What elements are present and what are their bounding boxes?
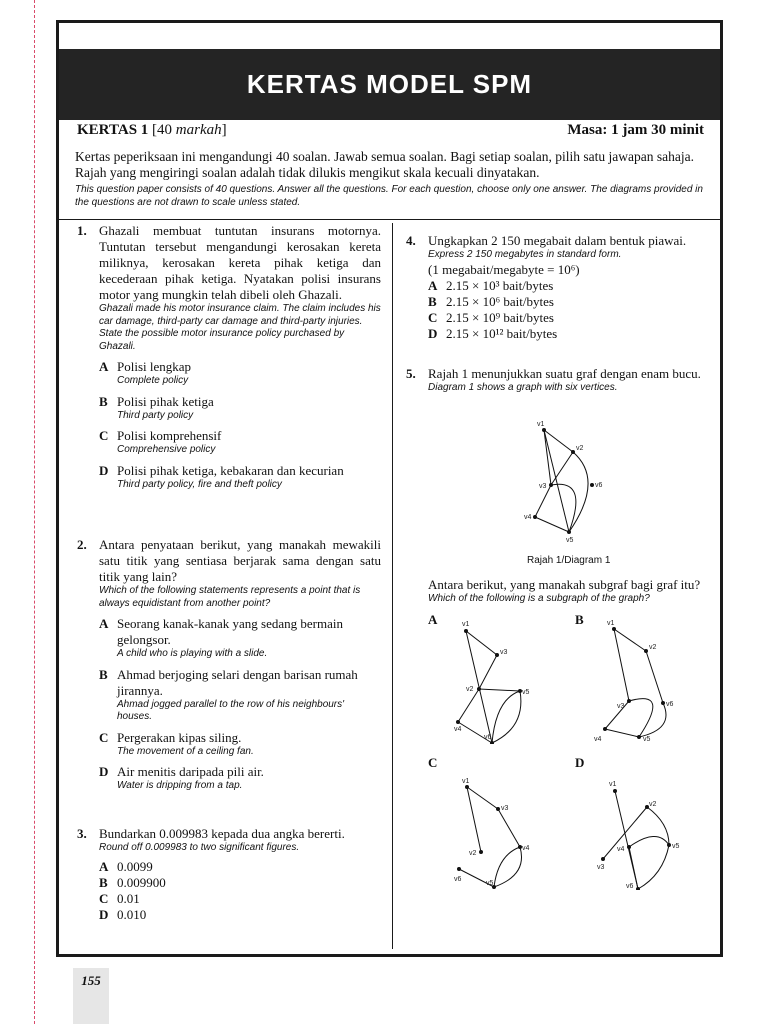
svg-text:v4: v4 (594, 736, 602, 743)
option-d-graph[interactable] (597, 765, 692, 890)
question-3: 3. Bundarkan 0.009983 kepada dua angka bererti. Round off 0.009983 to two significant figures. A 0.0099 B 0.009900 C 0.01 D 0.010 (77, 826, 381, 923)
question-note: (1 megabait/megabyte = 10⁶) (428, 261, 580, 277)
svg-text:v3: v3 (597, 864, 605, 871)
instructions-malay: Kertas peperiksaan ini mengandungi 40 soalan. Jawab semua soalan. Bagi setiap soalan, pilih satu jawapan sahaja. Rajah yang mengiringi soalan adalah tidak dilukis mengikut skala kecuali dinyatakan. (75, 149, 694, 180)
diagram-caption: Rajah 1/Diagram 1 (527, 555, 611, 566)
page-title: KERTAS MODEL SPM (59, 49, 720, 120)
svg-text:v3: v3 (617, 703, 625, 710)
question-text: Ghazali membuat tuntutan insurans motornya. Tuntutan tersebut mengandungi kerosakan kereta miliknya, kerosakan kereta pihak ketiga dan kecederaan pihak ketiga. Nyatakan polisi insurans motor yang mungkin telah dibeli oleh Ghazali. (99, 223, 381, 302)
question-translation: Round off 0.009983 to two significant figures. (99, 842, 300, 853)
svg-text:v5: v5 (672, 843, 680, 850)
svg-text:v1: v1 (607, 620, 615, 627)
question-4: 4. Ungkapkan 2 150 megabait dalam bentuk piawai. Express 2 150 megabytes in standard form. (1 megabait/megabyte = 10⁶) A 2.15 × 10³ bait/bytes B 2.15 × 10⁶ bait/bytes C 2.15 × 10⁹ bait/bytes D 2.15 × 10¹² bait/bytes (406, 233, 706, 342)
svg-text:v6: v6 (454, 876, 462, 883)
svg-text:v2: v2 (469, 850, 477, 857)
svg-text:v6: v6 (595, 482, 603, 489)
paper-name: KERTAS 1 [40 markah] (77, 122, 227, 138)
svg-text:v6: v6 (626, 883, 634, 890)
svg-text:v4: v4 (454, 726, 462, 733)
margin-guide-line (34, 0, 35, 1024)
svg-text:v4: v4 (522, 845, 530, 852)
option-c-graph[interactable] (454, 765, 534, 890)
svg-text:v2: v2 (576, 445, 584, 452)
svg-text:v4: v4 (617, 846, 625, 853)
svg-text:v6: v6 (666, 701, 674, 708)
svg-text:v3: v3 (501, 805, 509, 812)
option-c[interactable]: C 2.15 × 10⁹ bait/bytes (428, 309, 554, 325)
divider (59, 219, 720, 220)
paper-time: Masa: 1 jam 30 minit (567, 122, 704, 138)
option-a[interactable]: A 0.0099 (99, 858, 153, 874)
page-frame (56, 20, 723, 957)
option-a[interactable]: A 2.15 × 10³ bait/bytes (428, 277, 554, 293)
option-c[interactable]: C 0.01 (99, 890, 140, 906)
svg-text:v5: v5 (566, 537, 574, 544)
svg-text:v3: v3 (500, 649, 508, 656)
option-d[interactable]: D 0.010 (99, 906, 147, 922)
svg-text:v3: v3 (539, 483, 547, 490)
question-text: Rajah 1 menunjukkan suatu graf dengan enam bucu. (428, 366, 701, 381)
option-b[interactable]: B Ahmad berjoging selari dengan barisan rumah jirannya. Ahmad jogged parallel to the row of his neighbours' houses. (99, 666, 358, 722)
question-text: Antara penyataan berikut, yang manakah mewakili satu titik yang sentiasa berjarak sama dengan satu titik yang lain? (99, 537, 381, 584)
svg-text:v5: v5 (643, 736, 651, 743)
question-text: Ungkapkan 2 150 megabait dalam bentuk piawai. (428, 233, 687, 248)
option-b[interactable]: B 2.15 × 10⁶ bait/bytes (428, 293, 554, 309)
option-a-label[interactable]: A (428, 612, 438, 627)
option-b-graph[interactable] (591, 619, 686, 744)
option-c[interactable]: C Pergerakan kipas siling. The movement of a ceiling fan. (99, 729, 254, 757)
option-b[interactable]: B 0.009900 (99, 874, 166, 890)
option-b-label[interactable]: B (575, 612, 584, 627)
diagram-1-graph (521, 420, 621, 545)
instructions-english: This question paper consists of 40 questions. Answer all the questions. For each question, choose only one answer. The diagrams provided in the questions are not drawn to scale unless stated. (75, 184, 703, 208)
svg-text:v6: v6 (484, 734, 492, 741)
svg-text:v2: v2 (649, 801, 657, 808)
svg-text:v1: v1 (462, 621, 470, 628)
question-text: Bundarkan 0.009983 kepada dua angka bererti. (99, 826, 345, 841)
svg-text:v2: v2 (466, 686, 474, 693)
option-a[interactable]: A Seorang kanak-kanak yang sedang bermain gelongsor. A child who is playing with a slide. (99, 616, 343, 659)
question-2: 2. Antara penyataan berikut, yang manakah mewakili satu titik yang sentiasa berjarak sama dengan satu titik yang lain? Which of the following statements represents a point that is always equidistant from another point? A Seorang kanak-kanak yang sedang bermain gelongsor. A child who is playing with a slide. B Ahmad berjoging selari dengan barisan rumah jirannya. Ahmad jogged parallel to the row of his neighbours' houses. C Pergerakan kipas siling. The movement of a ceiling fan. D Air menitis daripada pili air. Water is dripping from a tap. (77, 537, 381, 791)
option-d[interactable]: D Air menitis daripada pili air. Water is dripping from a tap. (99, 764, 264, 791)
question-translation: Which of the following statements represents a point that is always equidistant from another point? (99, 585, 361, 609)
question-5: 5. Rajah 1 menunjukkan suatu graf dengan enam bucu. Diagram 1 shows a graph with six vertices. (406, 366, 706, 395)
svg-text:v1: v1 (462, 778, 470, 785)
svg-text:v5: v5 (522, 689, 530, 696)
svg-text:v4: v4 (524, 514, 532, 521)
question-translation: Express 2 150 megabytes in standard form. (428, 249, 622, 260)
svg-text:v1: v1 (609, 781, 617, 788)
svg-text:v2: v2 (649, 644, 657, 651)
svg-text:v1: v1 (537, 421, 545, 428)
column-divider (392, 223, 393, 949)
option-b[interactable]: B Polisi pihak ketiga Third party policy (99, 393, 214, 421)
question-1: 1. Ghazali membuat tuntutan insurans motornya. Tuntutan tersebut mengandungi kerosakan kereta miliknya, kerosakan kereta pihak ketiga dan kecederaan pihak ketiga. Nyatakan polisi insurans motor yang mungkin telah dibeli oleh Ghazali. Ghazali made his motor insurance claim. The claim includes his car damage, third-party car damage and third-party injuries. State the possible motor insurance policy purchased by Ghazali. A Polisi lengkap Complete policy B Polisi pihak ketiga Third party policy C Polisi komprehensif Comprehensive policy D Polisi pihak ketiga, kebakaran dan kecurian Third party policy, fire and theft policy (77, 223, 381, 490)
question-translation: Diagram 1 shows a graph with six vertices. (428, 382, 618, 393)
question-5-sub: Antara berikut, yang manakah subgraf bagi graf itu? Which of the following is a subgraph of the graph? (428, 577, 701, 604)
page-number: 155 (73, 968, 109, 1024)
option-d[interactable]: D 2.15 × 10¹² bait/bytes (428, 325, 558, 341)
option-d[interactable]: D Polisi pihak ketiga, kebakaran dan kecurian Third party policy, fire and theft policy (99, 462, 344, 490)
question-translation: Ghazali made his motor insurance claim. The claim includes his car damage, third-party car damage and third-party injuries. State the possible motor insurance policy purchased by Ghazali. (99, 303, 381, 352)
svg-text:v5: v5 (486, 880, 494, 887)
option-d-label[interactable]: D (575, 755, 585, 770)
option-a-graph[interactable] (454, 619, 534, 744)
option-c-label[interactable]: C (428, 755, 438, 770)
option-c[interactable]: C Polisi komprehensif Comprehensive policy (99, 428, 222, 455)
option-a[interactable]: A Polisi lengkap Complete policy (99, 359, 192, 386)
